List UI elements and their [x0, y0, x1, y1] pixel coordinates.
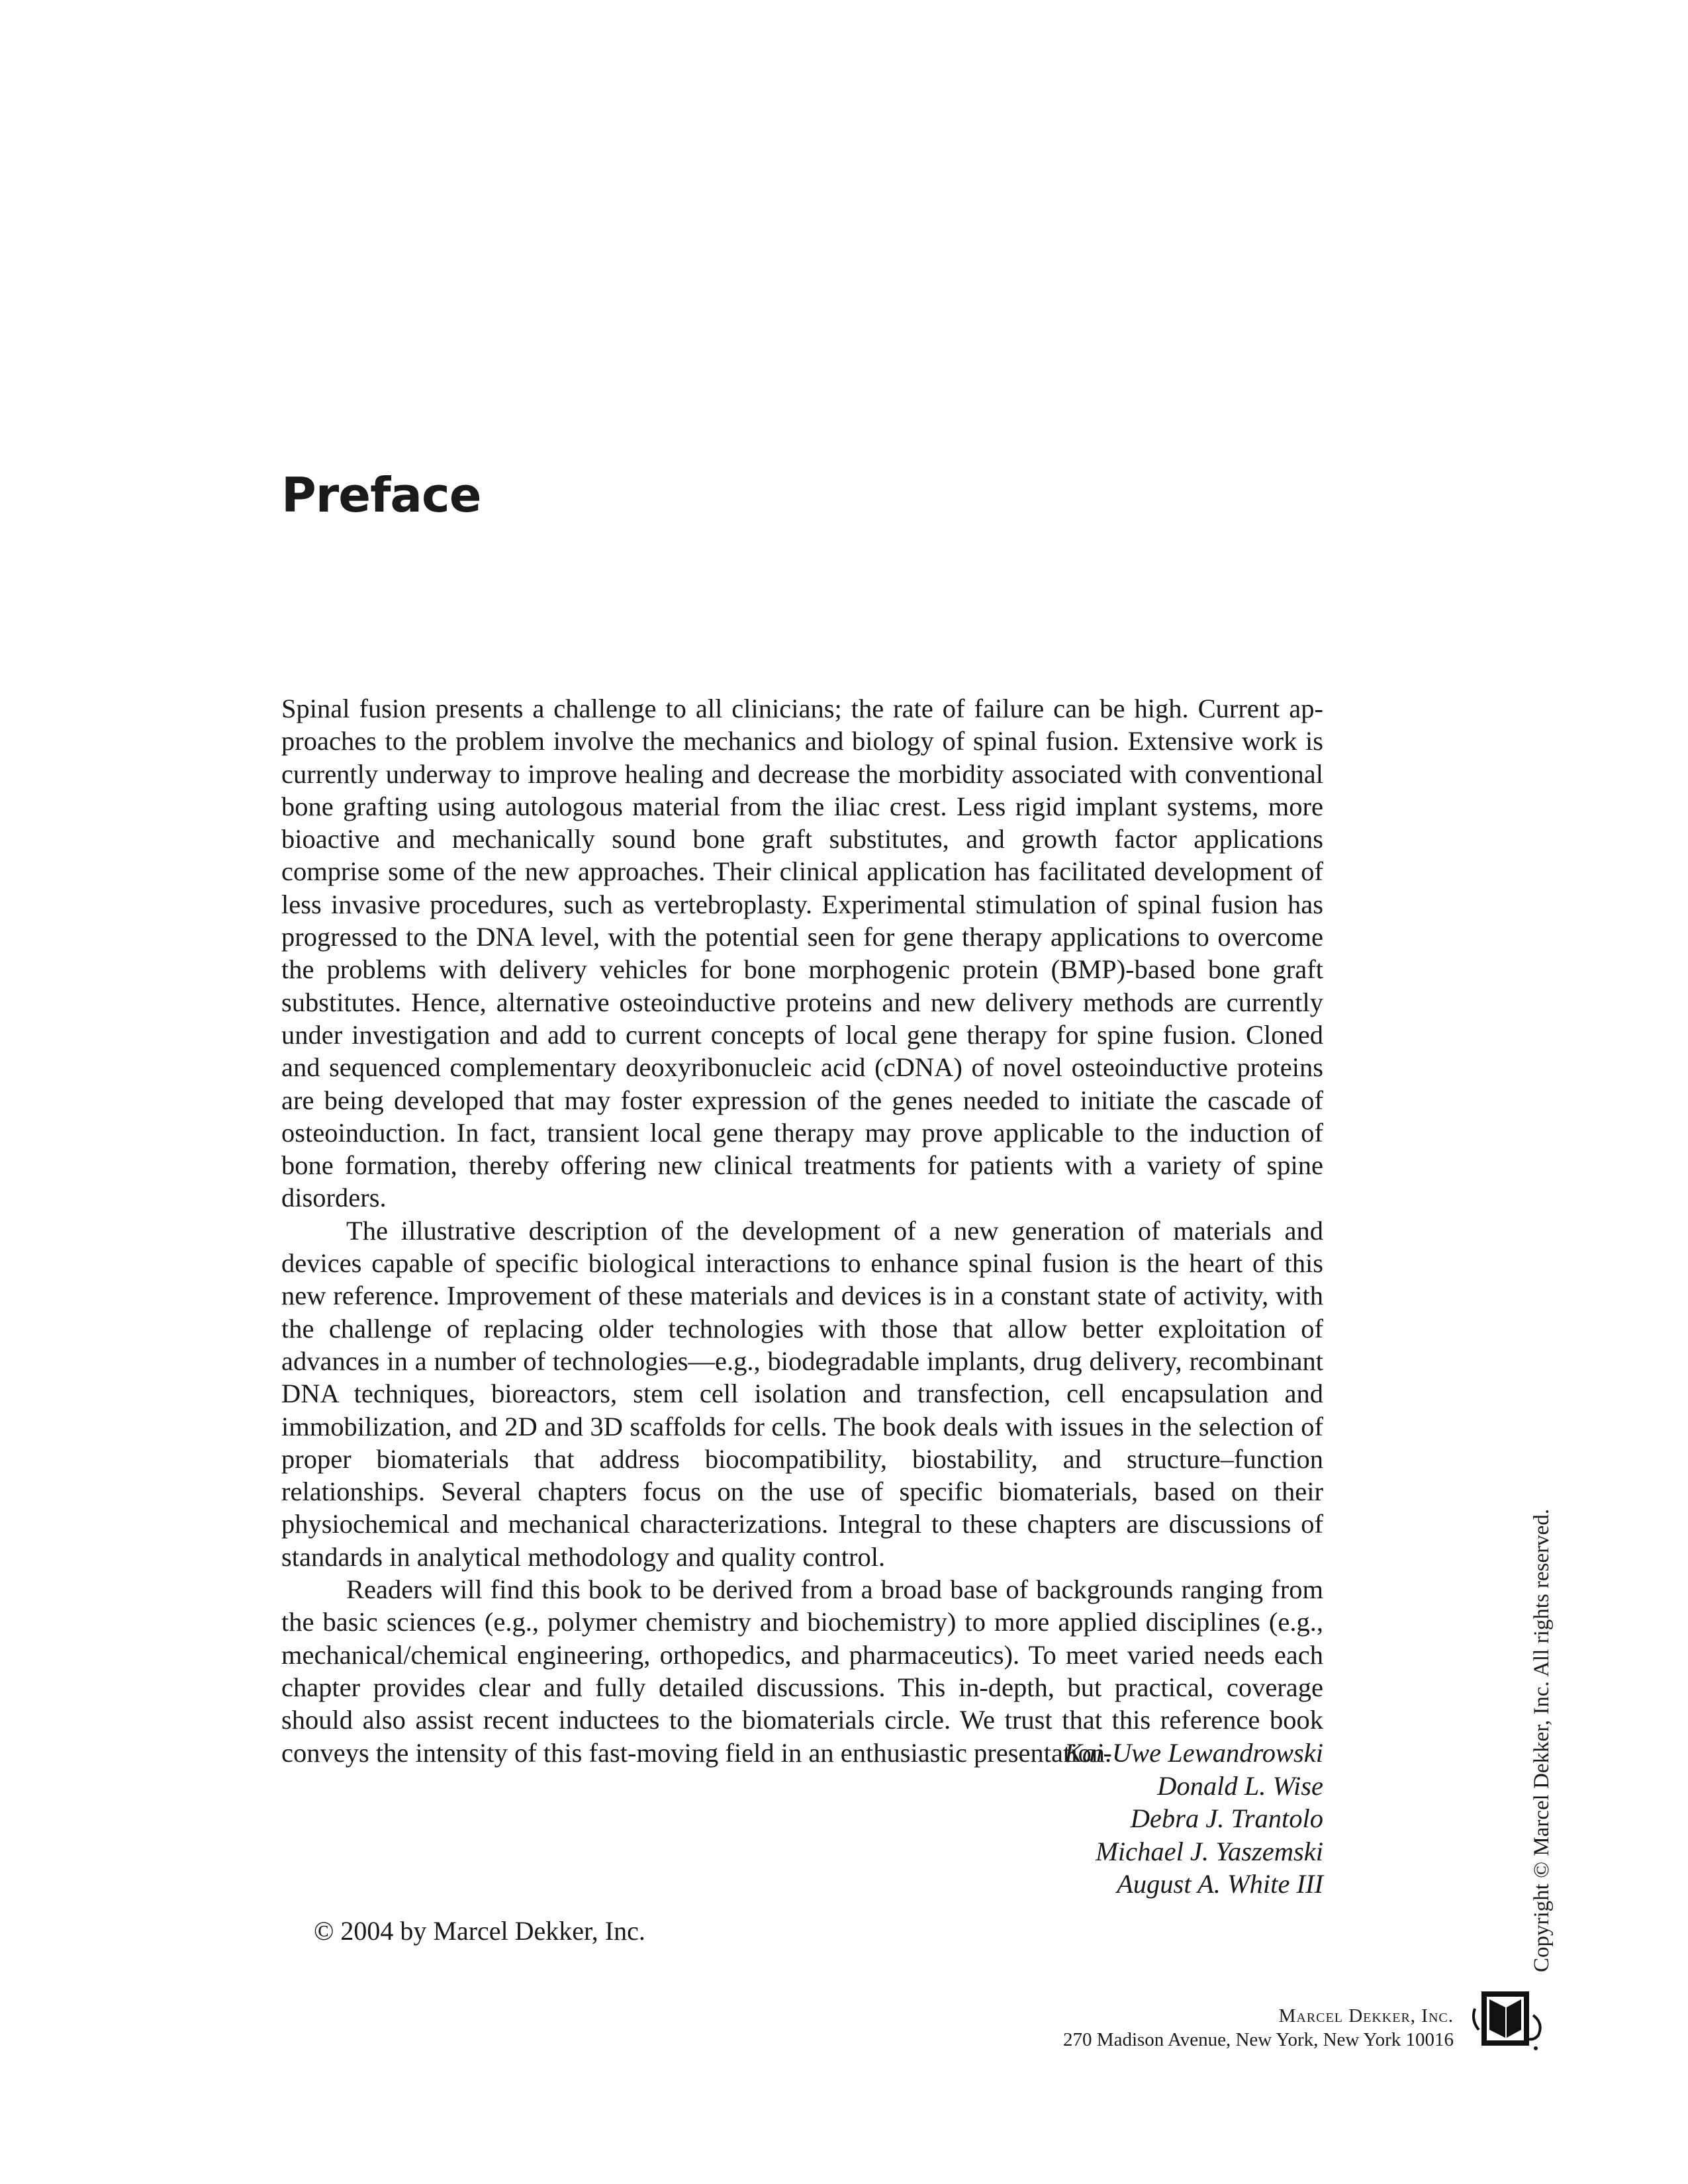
publisher-name: Marcel Dekker, Inc. [1278, 2005, 1454, 2026]
author-name: Donald L. Wise [1157, 1770, 1323, 1801]
author-name: Michael J. Yaszemski [1096, 1836, 1323, 1866]
copyright-notice: © 2004 by Marcel Dekker, Inc. [314, 1916, 645, 1946]
page-title: Preface [281, 467, 481, 523]
paragraph-1: Spinal fusion presents a challenge to all clinicians; the rate of failure can be high. Current approaches to the problem involve the mechanics and biology of spinal fusion. Extensive work is currently underway to improve healing and decrease the morbidity associated with conventional bone grafting using autologous material from the iliac crest. Less rigid implant systems, more bioactive and mechanically sound bone graft substitutes, and growth factor applications comprise some of the new approaches. Their clinical application has facilitated development of less invasive procedures, such as vertebroplasty. Experimental stimulation of spinal fusion has progressed to the DNA level, with the potential seen for gene therapy applications to overcome the problems with delivery vehicles for bone morphogenic protein (BMP)-based bone graft substitutes. Hence, alternative osteoinductive proteins and new delivery methods are currently under investigation and add to current concepts of local gene therapy for spine fusion. Cloned and sequenced complementary deoxyribonucleic acid (cDNA) of novel osteoinductive proteins are being developed that may foster expression of the genes needed to initiate the cascade of osteoinduction. In fact, transient local gene therapy may prove applicable to the induction of bone formation, thereby offering new clinical treatments for patients with a variety of spine disorders. [281, 694, 1323, 1213]
paragraph-3: Readers will find this book to be derived from a broad base of backgrounds ranging from the basic sciences (e.g., polymer chemistry and biochemistry) to more applied disciplines (e.g., mechanical/chemical engineering, orthopedics, and pharmaceutics). To meet varied needs each chapter provides clear and fully detailed discussions. This in-depth, but practical, coverage should also assist recent inductees to the biomaterials circle. We trust that this reference book conveys the intensity of this fast-moving field in an enthusiastic presentation. [281, 1574, 1323, 1768]
side-copyright-notice: Copyright © Marcel Dekker, Inc. All rights reserved. [1530, 1508, 1554, 1972]
preface-body [281, 692, 1323, 1769]
author-name: Debra J. Trantolo [1130, 1803, 1323, 1833]
author-list [1064, 1737, 1323, 1901]
author-name: August A. White III [1117, 1869, 1323, 1899]
publisher-info [1063, 2004, 1454, 2052]
paragraph-2: The illustrative description of the development of a new generation of materials and devices capable of specific biological interactions to enhance spinal fusion is the heart of this new reference. Improvement of these materials and devices is in a constant state of activity, with the challenge of replacing older technologies with those that allow better exploitation of advances in a number of technologies—e.g., biodegradable implants, drug delivery, recombinant DNA techniques, bioreactors, stem cell isolation and transfection, cell encapsulation and immobilization, and 2D and 3D scaffolds for cells. The book deals with issues in the selection of proper biomaterials that address biocompatibility, biostability, and structure–function relationships. Several chapters focus on the use of specific biomaterials, based on their physiochemical and mechanical characterizations. Integral to these chapters are discussions of standards in analytical methodology and quality control. [281, 1215, 1323, 1572]
author-name: Kai-Uwe Lewandrowski [1064, 1738, 1323, 1768]
publisher-address: 270 Madison Avenue, New York, New York 10016 [1063, 2029, 1454, 2050]
marcel-dekker-logo-icon [1470, 1989, 1548, 2052]
